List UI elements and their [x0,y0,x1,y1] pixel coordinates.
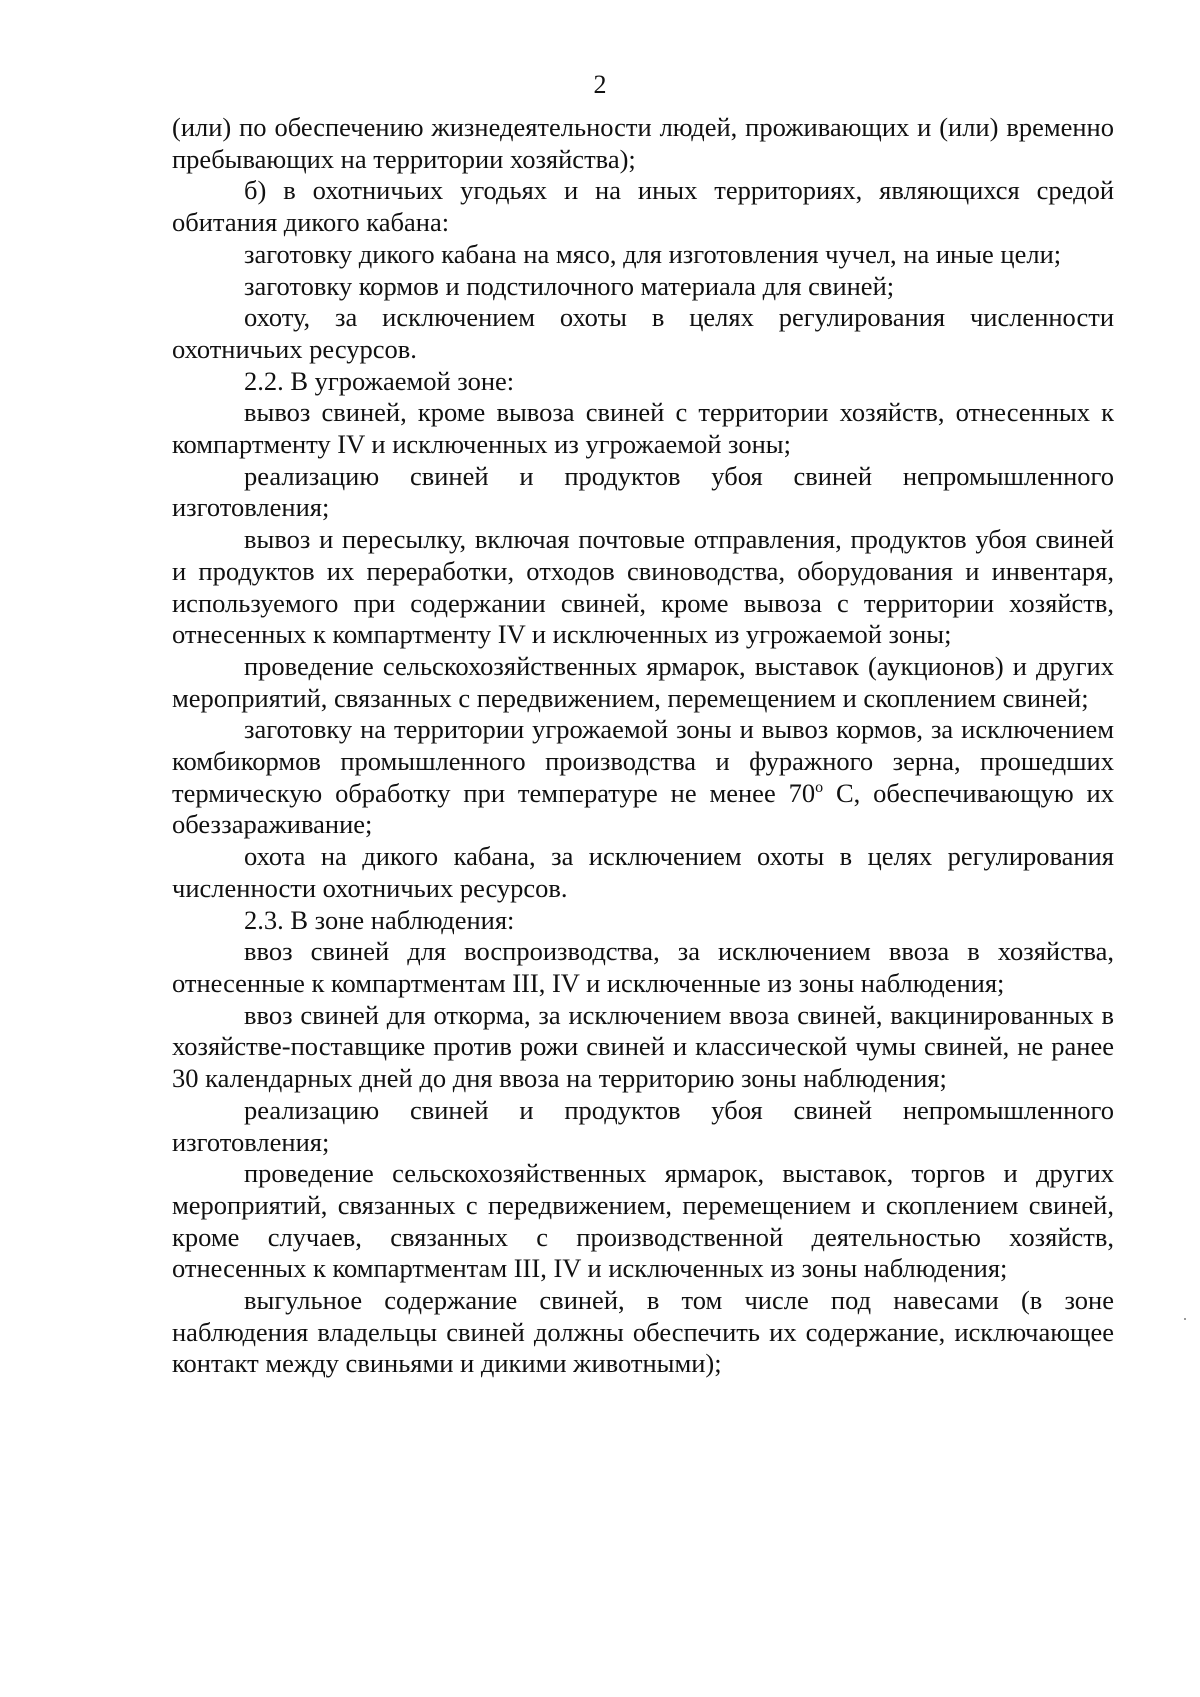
paragraph-boar-hunting: охота на дикого кабана, за исключением охоты в целях регулирования численности охотничьих ресурсов. [172,841,1114,903]
paragraph-feed-harvest: заготовку кормов и подстилочного материала для свиней; [244,270,895,301]
paragraph-breeding-import: ввоз свиней для воспроизводства, за исключением ввоза в хозяйства, отнесенные к компартментам III, IV и исключенные из зоны наблюдения; [172,936,1114,998]
section-heading-threatened-zone: 2.2. В угрожаемой зоне: [244,365,515,396]
feed-text-after: С, обеспечивающую их обеззараживание; [172,777,1114,840]
paragraph-observation-sale: реализацию свиней и продуктов убоя свиней непромышленного изготовления; [172,1094,1114,1157]
paragraph-observation-fairs: проведение сельскохозяйственных ярмарок, выставок, торгов и других мероприятий, связанных с передвижением, перемещением и скоплением свиней, кроме случаев, связанных с производственной деятельностью хозяйств, отнесенных к компартментам III, IV и исключенных из зоны наблюдения; [172,1158,1114,1284]
paragraph-hunting: охоту, за исключением охоты в целях регулирования численности охотничьих ресурсов. [172,302,1114,364]
paragraph-pig-export: вывоз свиней, кроме вывоза свиней с территории хозяйств, отнесенных к компартменту IV и исключенных из угрожаемой зоны; [172,397,1114,460]
feed-text-before: заготовку на территории угрожаемой зоны и вывоз кормов, за исключением комбикормов промышленного производства и фуражного зерна, прошедших термическую обработку при температуре не менее 70 [172,714,1114,808]
paragraph-product-sale: реализацию свиней и продуктов убоя свиней непромышленного изготовления; [172,460,1114,523]
paragraph-shipping: вывоз и пересылку, включая почтовые отправления, продуктов убоя свиней и продуктов их переработки, отходов свиноводства, оборудования и инвентаря, используемого при содержании свиней, кроме вывоза с территории хозяйств, отнесенных к компартменту IV и исключенных из угрожаемой зоны; [172,524,1114,650]
paragraph-fairs: проведение сельскохозяйственных ярмарок, выставок (аукционов) и других мероприятий, связанных с передвижением, перемещением и скоплением свиней; [172,650,1114,713]
section-heading-observation-zone: 2.3. В зоне наблюдения: [244,904,515,935]
paragraph-boar-harvest: заготовку дикого кабана на мясо, для изготовления чучел, на иные цели; [244,238,1062,269]
paragraph-hunting-grounds: б) в охотничьих угодьях и на иных территориях, являющихся средой обитания дикого кабана: [172,175,1114,238]
paragraph-continuation: (или) по обеспечению жизнедеятельности людей, проживающих и (или) временно пребывающих на территории хозяйства); [172,112,1114,174]
paragraph-fattening-import: ввоз свиней для откорма, за исключением ввоза свиней, вакцинированных в хозяйстве-поставщике против рожи свиней и классической чумы свиней, не ранее 30 календарных дней до дня ввоза на территорию зоны наблюдения; [172,999,1114,1094]
document-body [172,112,1114,1380]
paragraph-outdoor-keeping: выгульное содержание свиней, в том числе под навесами (в зоне наблюдения владельцы свиней должны обеспечить их содержание, исключающее контакт между свиньями и дикими животными); [172,1285,1114,1379]
scan-speck [1184,1318,1186,1320]
degree-superscript: о [815,778,824,796]
page-number: 2 [593,70,607,99]
paragraph-feed-processing [172,714,1114,841]
